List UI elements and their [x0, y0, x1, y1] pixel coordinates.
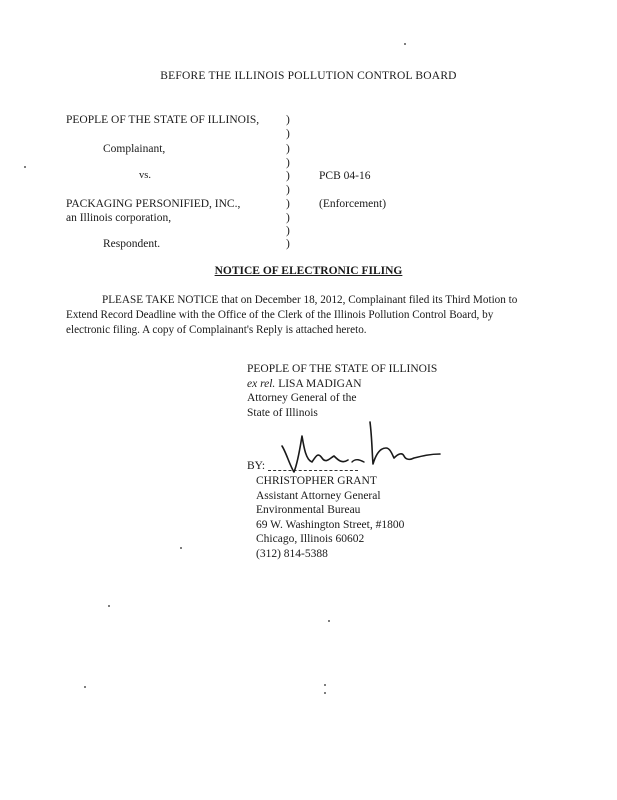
- ex-rel-line: [247, 377, 437, 392]
- defendant-role: Respondent.: [103, 238, 161, 250]
- defendant-description: an Illinois corporation,: [66, 212, 172, 224]
- party-name: PEOPLE OF THE STATE OF ILLINOIS: [247, 363, 438, 375]
- address-street: 69 W. Washington Street, #1800: [256, 518, 405, 531]
- scan-speck: [84, 686, 86, 688]
- caption-paren: ): [286, 198, 290, 210]
- scan-speck: [180, 547, 182, 549]
- plaintiff-role: Complainant,: [103, 143, 166, 155]
- caption-paren: ): [286, 225, 290, 237]
- by-label: BY:: [247, 460, 266, 472]
- handwritten-signature: [270, 418, 445, 478]
- notice-title: NOTICE OF ELECTRONIC FILING: [214, 265, 403, 277]
- bureau-name: Environmental Bureau: [256, 504, 361, 516]
- board-heading: BEFORE THE ILLINOIS POLLUTION CONTROL BOARD: [160, 70, 457, 82]
- scan-speck: [328, 620, 330, 622]
- phone-number: (312) 814-5388: [256, 547, 328, 560]
- caption-paren: ): [286, 143, 290, 155]
- ex-rel-label: ex rel.: [247, 377, 276, 390]
- scan-speck: [108, 605, 110, 607]
- signer-name: CHRISTOPHER GRANT: [256, 475, 377, 487]
- case-type: (Enforcement): [319, 198, 387, 210]
- caption-paren: ): [286, 128, 290, 140]
- defendant-name: PACKAGING PERSONIFIED, INC.,: [66, 198, 241, 210]
- scan-speck: [324, 684, 326, 686]
- caption-paren: ): [286, 114, 290, 126]
- attorney-general-title-1: Attorney General of the: [247, 392, 357, 404]
- scan-speck: [324, 692, 326, 694]
- versus-label: vs.: [139, 170, 151, 181]
- attorney-general-name: LISA MADIGAN: [278, 377, 362, 390]
- caption-paren: ): [286, 238, 290, 250]
- scan-speck: [24, 166, 26, 168]
- attorney-block: [256, 474, 404, 561]
- scan-speck: [404, 43, 406, 45]
- caption-paren: ): [286, 170, 290, 182]
- case-number: PCB 04-16: [319, 170, 371, 182]
- address-city: Chicago, Illinois 60602: [256, 533, 365, 545]
- caption-paren: ): [286, 184, 290, 196]
- attorney-general-title-2: State of Illinois: [247, 406, 318, 419]
- signer-title: Assistant Attorney General: [256, 489, 381, 502]
- caption-paren: ): [286, 212, 290, 224]
- plaintiff-name: PEOPLE OF THE STATE OF ILLINOIS,: [66, 114, 260, 126]
- caption-paren: ): [286, 157, 290, 169]
- signature-block: [247, 362, 437, 420]
- notice-body: PLEASE TAKE NOTICE that on December 18, 2012, Complainant filed its Third Motion to Extend Record Deadline with the Office of the Clerk of the Illinois Pollution Control Board, by electronic filing. A copy of Complainant's Reply is attached hereto.: [66, 294, 518, 336]
